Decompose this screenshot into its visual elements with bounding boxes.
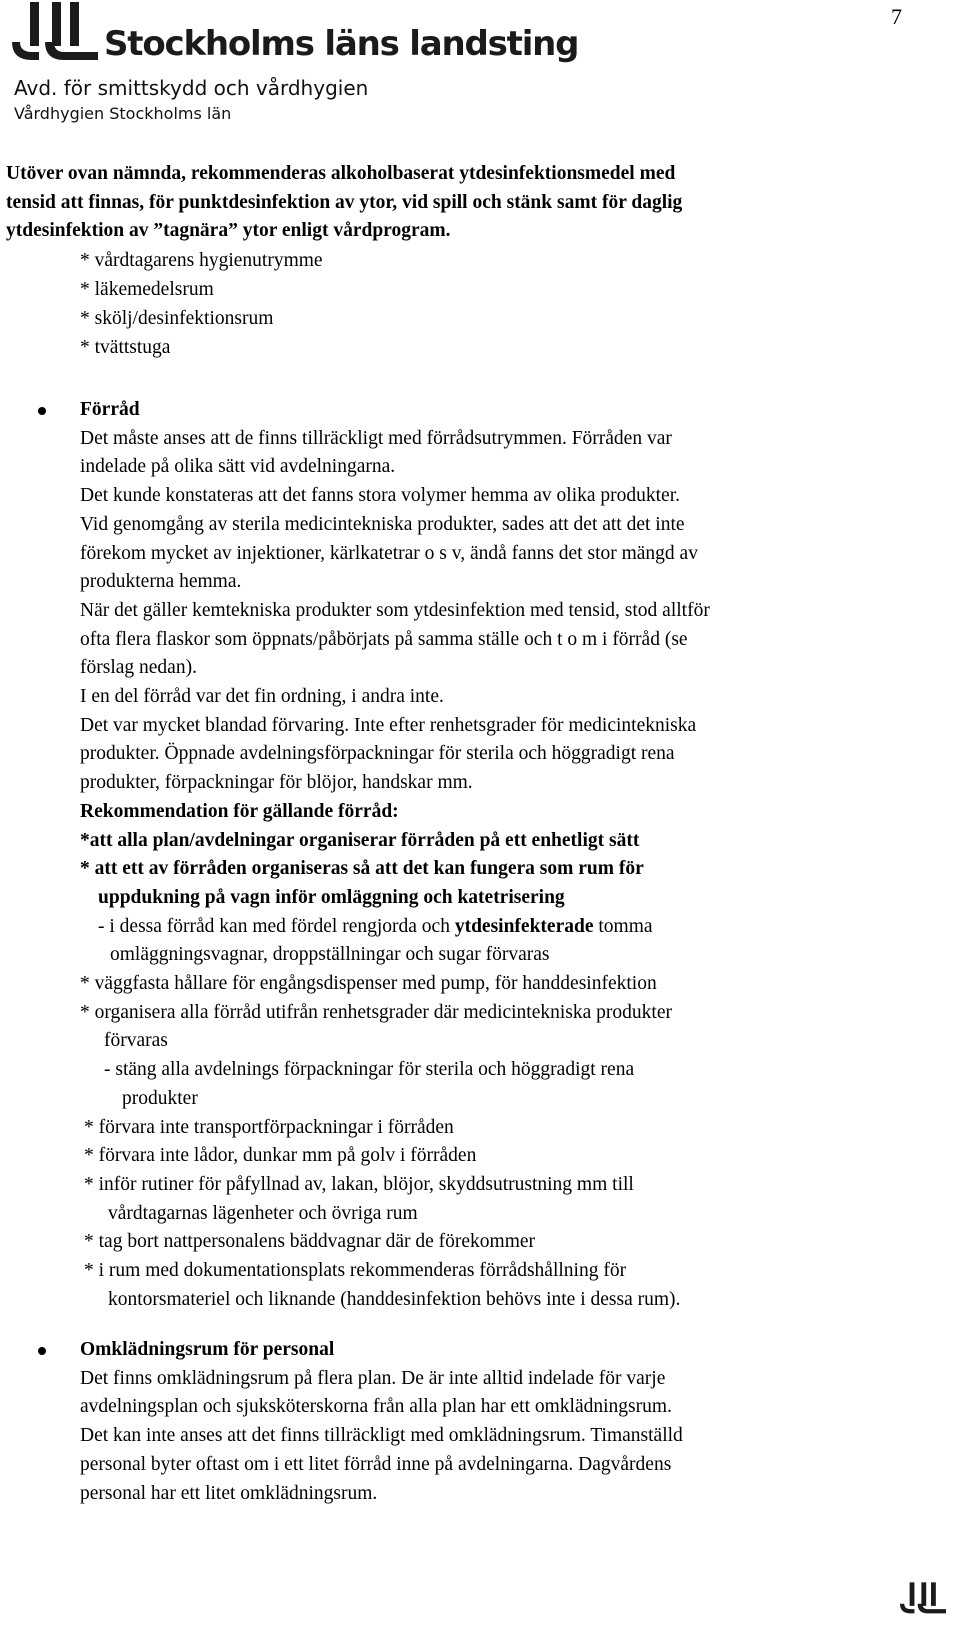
page-number: 7: [891, 4, 902, 29]
list-item: * vårdtagarens hygienutrymme: [80, 250, 323, 271]
org-name: Stockholms läns landsting: [104, 24, 579, 64]
paragraph-line: Det var mycket blandad förvaring. Inte efter renhetsgrader för medicintekniska: [80, 714, 697, 736]
list-item: * tvättstuga: [80, 337, 171, 358]
room-list: [80, 246, 323, 362]
paragraph-line: förekom mycket av injektioner, kärlkatetrar o s v, ändå fanns det stor mängd av: [80, 542, 698, 564]
recommendation-dash-item: [80, 913, 900, 942]
recommendation-item: * inför rutiner för påfyllnad av, lakan, blöjor, skyddsutrustning mm till: [84, 1173, 634, 1195]
recommendation-item: * organisera alla förråd utifrån renhetsgrader där medicintekniska produkter: [80, 1001, 672, 1023]
paragraph-line: produkterna hemma.: [80, 571, 242, 593]
intro-line: ytdesinfektion av ”tagnära” ytor enligt vårdprogram.: [6, 220, 451, 241]
recommendation-item: * i rum med dokumentationsplats rekommenderas förrådshållning för: [84, 1260, 627, 1282]
recommendation-item: * förvara inte lådor, dunkar mm på golv i förråden: [84, 1145, 477, 1167]
paragraph-line: produkter. Öppnade avdelningsförpackningar för sterila och höggradigt rena: [80, 743, 675, 765]
dash-text: tomma: [593, 915, 653, 937]
sll-logo-small-icon: [900, 1582, 946, 1623]
paragraph-line: Det kunde konstateras att det fanns stora volymer hemma av olika produkter.: [80, 485, 680, 507]
paragraph-line: avdelningsplan och sjuksköterskorna från alla plan har ett omklädningsrum.: [80, 1396, 672, 1418]
sll-logo-icon: [12, 2, 98, 73]
list-item: * läkemedelsrum: [80, 279, 214, 300]
paragraph-line: personal har ett litet omklädningsrum.: [80, 1482, 378, 1504]
recommendation-dash-item: - stäng alla avdelnings förpackningar för sterila och höggradigt rena: [104, 1059, 635, 1081]
list-item: * skölj/desinfektionsrum: [80, 308, 274, 329]
recommendation-item-cont: förvaras: [104, 1030, 168, 1052]
recommendation-item: * förvara inte transportförpackningar i förråden: [84, 1116, 454, 1138]
letterhead: [8, 0, 579, 123]
section-forrad: [80, 396, 900, 1315]
paragraph-line: När det gäller kemtekniska produkter som ytdesinfektion med tensid, stod alltför: [80, 599, 710, 621]
recommendation-item: * att ett av förråden organiseras så att det kan fungera som rum för: [80, 858, 644, 880]
recommendation-item: * tag bort nattpersonalens bäddvagnar där de förekommer: [84, 1231, 536, 1253]
recommendation-item-cont: kontorsmateriel och liknande (handdesinfektion behövs inte i dessa rum).: [108, 1288, 681, 1310]
dash-text: - i dessa förråd kan med fördel rengjorda och: [98, 915, 455, 937]
section-heading: Förråd: [80, 399, 140, 420]
paragraph-line: I en del förråd var det fin ordning, i andra inte.: [80, 686, 444, 708]
recommendation-dash-cont: omläggningsvagnar, droppställningar och sugar förvaras: [110, 944, 550, 966]
paragraph-line: Det finns omklädningsrum på flera plan. De är inte alltid indelade för varje: [80, 1367, 666, 1389]
paragraph-line: Det måste anses att de finns tillräckligt med förrådsutrymmen. Förråden var: [80, 427, 672, 449]
recommendation-heading: Rekommendation för gällande förråd:: [80, 800, 399, 822]
intro-line: Utöver ovan nämnda, rekommenderas alkoholbaserat ytdesinfektionsmedel med: [6, 163, 676, 184]
intro-paragraph: [6, 160, 906, 246]
recommendation-item: * väggfasta hållare för engångsdispenser med pump, för handdesinfektion: [80, 973, 657, 995]
paragraph-line: Det kan inte anses att det finns tillräckligt med omklädningsrum. Timanställd: [80, 1425, 683, 1447]
intro-line: tensid att finnas, för punktdesinfektion av ytor, vid spill och stänk samt för daglig: [6, 191, 683, 213]
paragraph-line: Vid genomgång av sterila medicintekniska produkter, sades att det att det inte: [80, 513, 685, 535]
department-name: Avd. för smittskydd och vårdhygien: [14, 76, 369, 100]
paragraph-line: personal byter oftast om i ett litet förråd inne på avdelningarna. Dagvårdens: [80, 1453, 672, 1475]
subdepartment-name: Vårdhygien Stockholms län: [14, 104, 232, 123]
bullet-icon: [38, 1347, 46, 1355]
section-heading: Omklädningsrum för personal: [80, 1339, 335, 1360]
recommendation-dash-cont: produkter: [122, 1087, 198, 1109]
section-omkladningsrum: [80, 1336, 900, 1508]
recommendation-item-cont: vårdtagarnas lägenheter och övriga rum: [108, 1202, 418, 1224]
logo-row: [8, 0, 579, 72]
recommendation-item: *att alla plan/avdelningar organiserar förråden på ett enhetligt sätt: [80, 829, 640, 851]
bullet-icon: [38, 407, 46, 415]
paragraph-line: förslag nedan).: [80, 657, 197, 679]
paragraph-line: ofta flera flaskor som öppnats/påbörjats på samma ställe och t o m i förråd (se: [80, 628, 688, 650]
dash-text-bold: ytdesinfekterade: [454, 915, 594, 937]
recommendation-item-cont: uppdukning på vagn inför omläggning och katetrisering: [98, 886, 565, 908]
paragraph-line: produkter, förpackningar för blöjor, handskar mm.: [80, 772, 473, 794]
paragraph-line: indelade på olika sätt vid avdelningarna.: [80, 456, 396, 478]
